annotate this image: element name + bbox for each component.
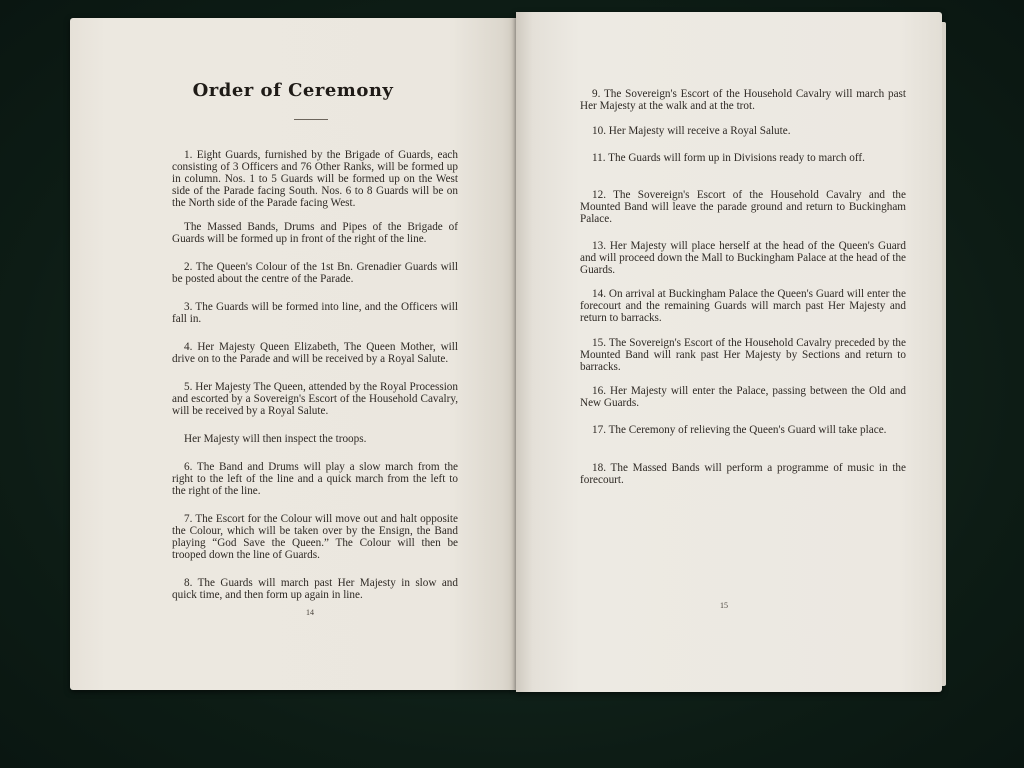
page-title: Order of Ceremony <box>192 80 394 101</box>
paragraph-massed-bands: The Massed Bands, Drums and Pipes of the Brigade of Guards will be formed up in front of the right of the line. <box>172 221 458 245</box>
paragraph-11: 11. The Guards will form up in Divisions ready to march off. <box>592 152 865 164</box>
right-page <box>516 12 942 692</box>
paragraph-16: 16. Her Majesty will enter the Palace, passing between the Old and New Guards. <box>580 385 906 409</box>
paragraph-1: 1. Eight Guards, furnished by the Brigade of Guards, each consisting of 3 Officers and 76 Other Ranks, will be formed up in column. Nos. 1 to 5 Guards will be formed up on the West side of the Parade facing South. Nos. 6 to 8 Guards will be on the North side of the Parade facing West. <box>172 149 458 209</box>
paragraph-5: 5. Her Majesty The Queen, attended by the Royal Procession and escorted by a Sovereign's Escort of the Household Cavalry, will be received by a Royal Salute. <box>172 381 458 417</box>
paragraph-6: 6. The Band and Drums will play a slow march from the right to the left of the line and a quick march from the left to the right of the line. <box>172 461 458 497</box>
paragraph-inspection: Her Majesty will then inspect the troops. <box>184 433 367 445</box>
paragraph-13: 13. Her Majesty will place herself at the head of the Queen's Guard and will proceed down the Mall to Buckingham Palace at the head of the Guards. <box>580 240 906 276</box>
paragraph-9: 9. The Sovereign's Escort of the Household Cavalry will march past Her Majesty at the walk and at the trot. <box>580 88 906 112</box>
paragraph-15: 15. The Sovereign's Escort of the Household Cavalry preceded by the Mounted Band will rank past Her Majesty by Sections and return to barracks. <box>580 337 906 373</box>
paragraph-3: 3. The Guards will be formed into line, and the Officers will fall in. <box>172 301 458 325</box>
paragraph-10: 10. Her Majesty will receive a Royal Salute. <box>592 125 791 137</box>
open-booklet <box>70 12 944 692</box>
paragraph-18: 18. The Massed Bands will perform a programme of music in the forecourt. <box>580 462 906 486</box>
page-number-right: 15 <box>720 601 728 610</box>
paragraph-12: 12. The Sovereign's Escort of the Household Cavalry and the Mounted Band will leave the parade ground and return to Buckingham Palace. <box>580 189 906 225</box>
paragraph-4: 4. Her Majesty Queen Elizabeth, The Queen Mother, will drive on to the Parade and will be received by a Royal Salute. <box>172 341 458 365</box>
title-divider <box>294 119 328 120</box>
left-page <box>70 18 516 690</box>
paragraph-2: 2. The Queen's Colour of the 1st Bn. Grenadier Guards will be posted about the centre of the Parade. <box>172 261 458 285</box>
paragraph-17: 17. The Ceremony of relieving the Queen's Guard will take place. <box>592 424 887 436</box>
page-number-left: 14 <box>306 608 314 617</box>
paragraph-14: 14. On arrival at Buckingham Palace the Queen's Guard will enter the forecourt and the remaining Guards will march past Her Majesty and return to barracks. <box>580 288 906 324</box>
paragraph-7: 7. The Escort for the Colour will move out and halt opposite the Colour, which will be taken over by the Ensign, the Band playing “God Save the Queen.” The Colour will then be trooped down the line of Guards. <box>172 513 458 561</box>
paragraph-8: 8. The Guards will march past Her Majesty in slow and quick time, and then form up again in line. <box>172 577 458 601</box>
